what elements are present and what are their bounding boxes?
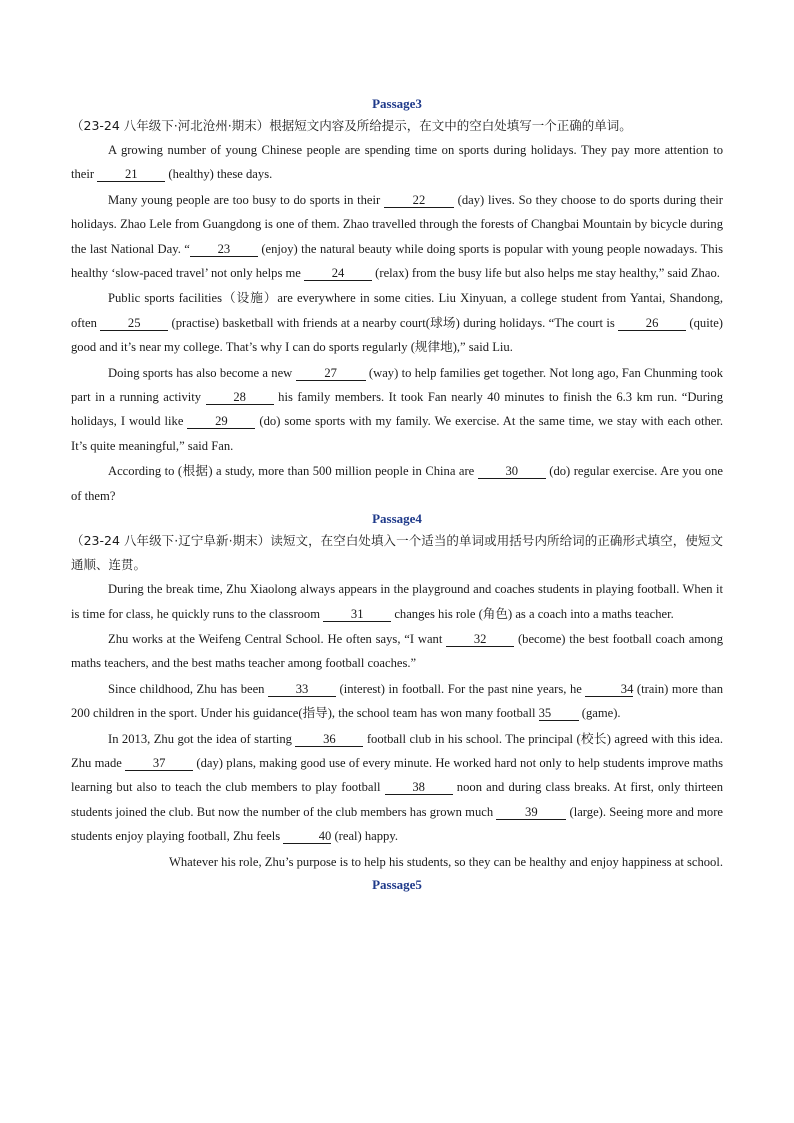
text-run: In 2013, Zhu got the idea of starting — [108, 731, 296, 746]
blank-30[interactable]: 30 — [478, 464, 546, 479]
blank-23[interactable]: 23 — [190, 242, 258, 257]
text-run: Doing sports has also become a new — [108, 365, 296, 380]
worksheet-page — [71, 94, 723, 895]
text-run: Many young people are too busy to do sports in their — [108, 192, 384, 207]
blank-36[interactable]: 36 — [295, 732, 363, 747]
text-run: noon and during class breaks. At first, only thirteen students joined the club. But now the number of the club members has grown much — [71, 780, 724, 819]
text-run: According to (根据) a study, more than 500 million people in China are — [108, 464, 478, 479]
text-run: During the break time, Zhu Xiaolong always appears in the playground and coaches students in playing football. When it is time for class, he quickly runs to the classroom — [71, 582, 723, 621]
text-run: football club in his school. The principal (校长) agreed with this idea. Zhu made — [71, 731, 723, 770]
blank-34[interactable]: 34 — [585, 682, 633, 697]
blank-31[interactable]: 31 — [323, 607, 391, 622]
blank-25[interactable]: 25 — [100, 316, 168, 331]
text-run: (large). Seeing more and more students enjoy playing football, Zhu feels — [71, 804, 723, 844]
passage3-paragraph-1 — [71, 138, 723, 187]
text-run: Since childhood, Zhu has been — [108, 681, 269, 696]
blank-29[interactable]: 29 — [187, 414, 255, 429]
text-run: (day) plans, making good use of every minute. He worked hard not only to help students improve maths learning but also to teach the club members to play football — [71, 755, 724, 795]
text-run: (game). — [578, 706, 621, 721]
text-run: A growing number of young Chinese people are spending time on sports during holidays. They pay more attention to their — [71, 143, 723, 182]
passage4-title: Passage4 — [372, 511, 422, 527]
passage3-instruction: （23-24 八年级下·河北沧州·期末）根据短文内容及所给提示，在文中的空白处填写一个正确的单词。 — [71, 118, 632, 133]
text-run: (practise) basketball with friends at a nearby court(球场) during holidays. “The court is — [168, 315, 619, 330]
blank-26[interactable]: 26 — [618, 316, 686, 331]
passage4-paragraph-1 — [71, 577, 723, 626]
passage4-instruction: （23-24 八年级下·辽宁阜新·期末）读短文，在空白处填入一个适当的单词或用括号内所给词的正确形式填空，使短文通顺、连贯。 — [71, 533, 723, 573]
passage4-paragraph-2 — [71, 627, 723, 676]
text-run: (quite) good and it’s near my college. That’s why I can do sports regularly (规律地),” said Liu. — [71, 315, 723, 355]
text-run: his family members. It took Fan nearly 40 minutes to finish the 6.3 km run. “During holidays, I would like — [71, 390, 723, 429]
text-run: (healthy) these days. — [165, 167, 273, 182]
passage3-title: Passage3 — [372, 96, 422, 111]
text-run: (interest) in football. For the past nine years, he — [336, 681, 586, 696]
passage3-paragraph-4 — [71, 361, 723, 459]
text-run: Public sports facilities（设施）are everywhere in some cities. Liu Xinyuan, a college student from Yantai, Shandong, often — [71, 291, 723, 330]
blank-38[interactable]: 38 — [385, 780, 453, 795]
text-run: changes his role (角色) as a coach into a maths teacher. — [391, 606, 674, 621]
blank-22[interactable]: 22 — [384, 193, 454, 208]
passage4-paragraph-5: Whatever his role, Zhu’s purpose is to help his students, so they can be healthy and enjoy happiness at school. — [168, 854, 723, 869]
blank-24[interactable]: 24 — [304, 266, 372, 281]
blank-40[interactable]: 40 — [283, 829, 331, 844]
text-run: (relax) from the busy life but also helps me stay healthy,” said Zhao. — [372, 266, 720, 281]
blank-33[interactable]: 33 — [268, 682, 336, 697]
text-run: (do) regular exercise. Are you one of them? — [71, 464, 723, 503]
blank-21[interactable]: 21 — [97, 167, 165, 182]
passage5-title: Passage5 — [372, 876, 422, 892]
text-run: (real) happy. — [331, 829, 398, 844]
text-run: (do) some sports with my family. We exercise. At the same time, we stay with each other. It’s quite meaningful,” said Fan. — [71, 414, 723, 453]
passage4-paragraph-4 — [71, 727, 723, 849]
blank-37[interactable]: 37 — [125, 756, 193, 771]
text-run: (way) to help families get together. Not long ago, Fan Chunming took part in a running activity — [71, 365, 723, 405]
blank-39[interactable]: 39 — [496, 805, 566, 820]
text-run: Zhu works at the Weifeng Central School. He often says, “I want — [108, 631, 447, 646]
blank-32[interactable]: 32 — [446, 632, 514, 647]
text-run: (train) more than 200 children in the sport. Under his guidance(指导), the school team has won many football — [71, 681, 723, 721]
blank-35[interactable]: 35 — [539, 706, 579, 721]
text-run: (enjoy) the natural beauty while doing sports is popular with young people nowadays. This healthy ‘slow-paced travel’ not only helps me — [71, 241, 724, 281]
text-run: (become) the best football coach among maths teachers, and the best maths teacher among football coaches.” — [71, 631, 723, 671]
blank-27[interactable]: 27 — [296, 366, 366, 381]
blank-28[interactable]: 28 — [206, 390, 274, 405]
passage3-paragraph-2 — [71, 188, 723, 286]
passage3-paragraph-5 — [71, 459, 723, 508]
passage3-paragraph-3 — [71, 286, 723, 359]
text-run: (day) lives. So they choose to do sports during their holidays. Zhao Lele from Guangdong is one of them. Zhao travelled through the forests of Changbai Mountain by bicycle during the last National Day. “ — [71, 192, 723, 256]
passage4-paragraph-3 — [71, 677, 723, 726]
